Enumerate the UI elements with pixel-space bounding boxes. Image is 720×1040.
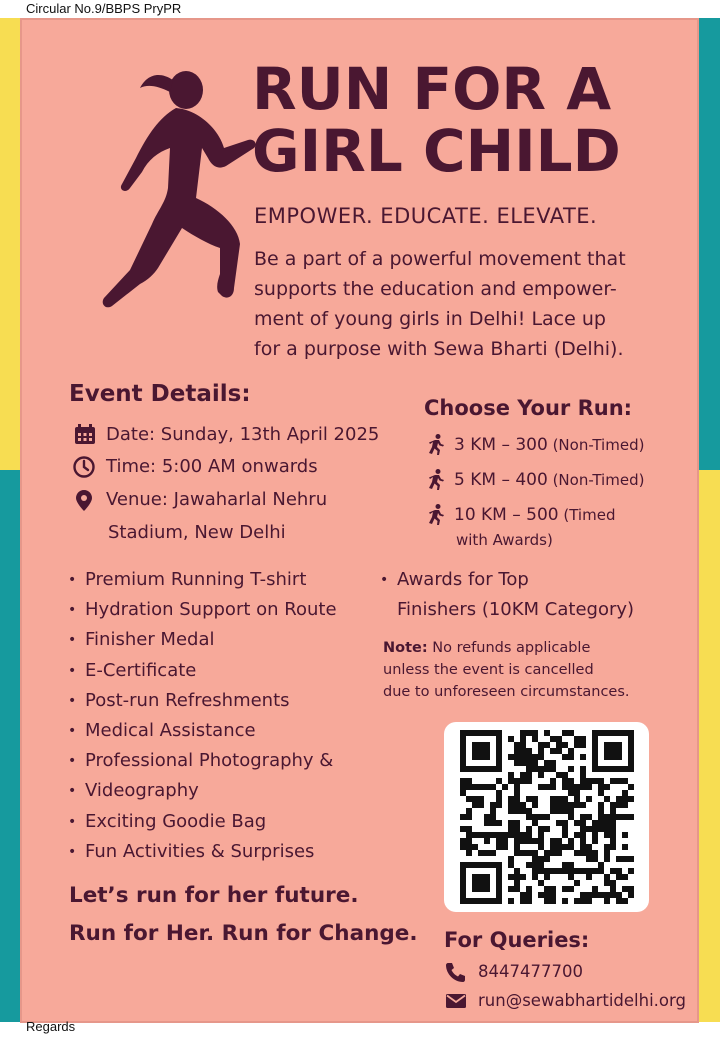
benefit-item: • E-Certificate	[68, 656, 337, 686]
awards-line-2: Finishers (10KM Category)	[397, 599, 635, 620]
event-venue-line-2: Stadium, New Delhi	[108, 522, 286, 543]
run-option-3km	[424, 433, 644, 457]
note-label: Note:	[383, 640, 428, 656]
closing-line-2: Run for Her. Run for Change.	[69, 921, 418, 946]
email-address[interactable]: run@sewabhartidelhi.org	[478, 991, 686, 1010]
intro-line: for a purpose with Sewa Bharti (Delhi).	[254, 338, 624, 360]
contact-phone[interactable]	[444, 961, 583, 982]
phone-icon	[444, 962, 468, 982]
refund-note	[383, 637, 683, 703]
run-option-distance: 10 KM – 500	[454, 505, 559, 525]
circular-number: Circular No.9/BBPS PryPR	[26, 1, 182, 16]
run-option-awards: with Awards)	[456, 531, 553, 549]
runner-silhouette-icon	[78, 48, 274, 328]
tagline: EMPOWER. EDUCATE. ELEVATE.	[254, 204, 598, 228]
benefit-item: • Hydration Support on Route	[68, 595, 337, 625]
run-option-type-line-2	[456, 528, 553, 552]
poster-title	[252, 55, 652, 185]
benefit-item: • Finisher Medal	[68, 625, 337, 655]
running-person-icon	[424, 468, 448, 492]
choose-run-heading: Choose Your Run:	[424, 396, 633, 420]
awards-line-1: • Awards for Top	[397, 569, 529, 590]
note-line-1: No refunds applicable	[427, 640, 591, 656]
note-line-2: unless the event is cancelled	[383, 662, 594, 678]
regards-text: Regards	[26, 1019, 76, 1034]
event-date	[72, 420, 379, 450]
closing-message	[69, 877, 418, 953]
run-option-5km	[424, 468, 644, 492]
event-time	[72, 452, 318, 482]
benefit-continuation: Videography	[85, 780, 199, 802]
benefit-item: • Fun Activities & Surprises	[68, 837, 337, 867]
event-date-text: Date: Sunday, 13th April 2025	[106, 424, 380, 445]
run-option-10km	[424, 503, 615, 527]
running-person-icon	[424, 503, 448, 527]
contact-email[interactable]	[444, 990, 686, 1011]
location-pin-icon	[72, 489, 98, 511]
run-option-type: (Non-Timed)	[547, 436, 645, 454]
note-line-3: due to unforeseen circumstances.	[383, 684, 630, 700]
title-line-2: GIRL CHILD	[252, 117, 621, 185]
envelope-icon	[444, 991, 468, 1011]
run-option-type: (Non-Timed)	[547, 471, 645, 489]
run-option-type: (Timed	[558, 506, 616, 524]
running-person-icon	[424, 433, 448, 457]
closing-line-1: Let’s run for her future.	[69, 883, 359, 908]
event-venue	[72, 485, 327, 515]
phone-number[interactable]: 8447477700	[478, 962, 583, 981]
benefits-list	[68, 565, 337, 867]
intro-line: supports the education and empower-	[254, 278, 617, 300]
qr-code-card[interactable]	[444, 722, 649, 912]
queries-heading: For Queries:	[444, 928, 590, 952]
benefit-item-continued	[68, 776, 337, 806]
intro-line: Be a part of a powerful movement that	[254, 248, 626, 270]
run-option-distance: 3 KM – 300	[454, 435, 548, 455]
calendar-icon	[72, 424, 98, 446]
benefit-item: • Medical Assistance	[68, 716, 337, 746]
footer-strip	[0, 1022, 720, 1040]
qr-code-icon[interactable]	[456, 730, 638, 904]
clock-icon	[72, 456, 98, 478]
benefit-item: • Post-run Refreshments	[68, 686, 337, 716]
awards-list	[380, 565, 680, 625]
intro-line: ment of young girls in Delhi! Lace up	[254, 308, 606, 330]
run-option-distance: 5 KM – 400	[454, 470, 548, 490]
benefit-item: • Premium Running T-shirt	[68, 565, 337, 595]
event-time-text: Time: 5:00 AM onwards	[106, 456, 318, 477]
benefit-item: • Professional Photography &	[68, 746, 337, 776]
awards-item	[380, 565, 680, 625]
benefit-item: • Exciting Goodie Bag	[68, 807, 337, 837]
event-venue-line-1: Venue: Jawaharlal Nehru	[106, 489, 328, 510]
event-details-heading: Event Details:	[69, 381, 251, 407]
intro-paragraph	[254, 244, 684, 364]
title-line-1: RUN FOR A	[252, 55, 612, 123]
event-poster	[20, 18, 699, 1023]
